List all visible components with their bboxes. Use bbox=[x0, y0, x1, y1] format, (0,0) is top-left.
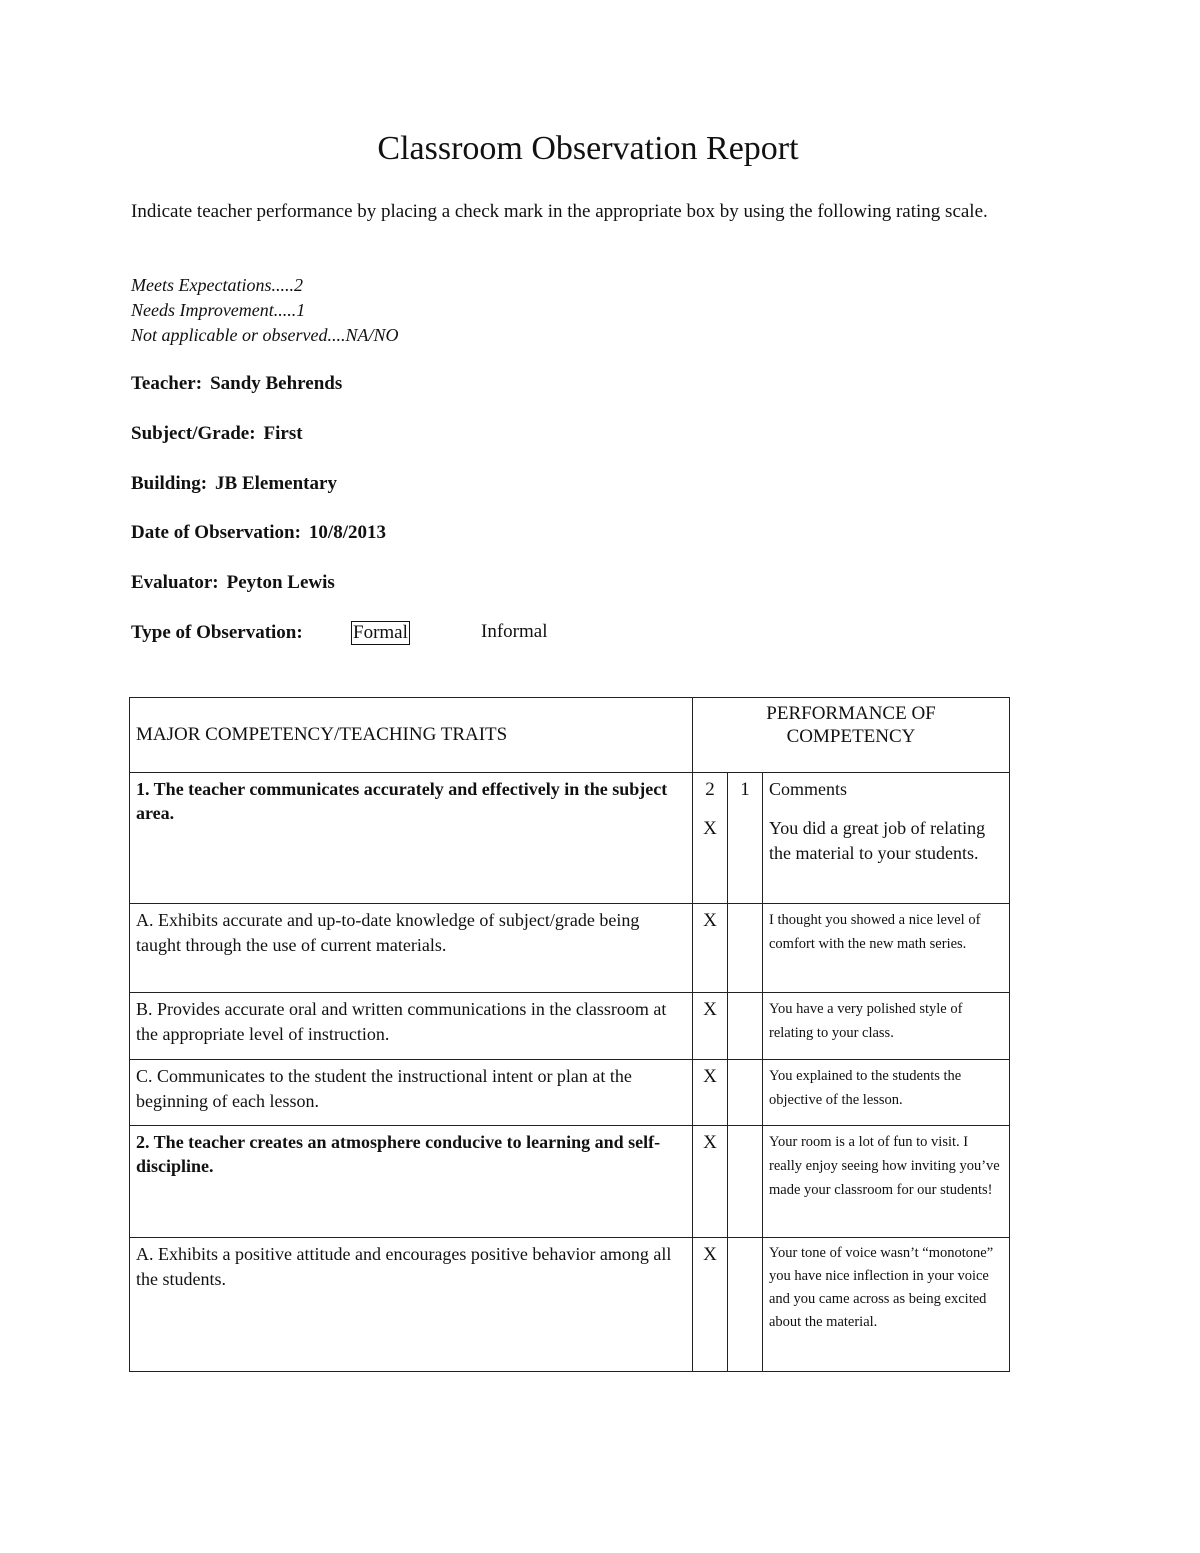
trait-cell: A. Exhibits accurate and up-to-date knowledge of subject/grade being taught through the use of current materials. bbox=[130, 904, 693, 993]
comments-column-label: Comments bbox=[769, 779, 848, 799]
observation-date-label: Date of Observation: bbox=[131, 522, 301, 543]
table-row bbox=[130, 1126, 1010, 1238]
rating-1-cell bbox=[728, 773, 763, 904]
rating-2-cell: X bbox=[693, 1126, 728, 1238]
building-label: Building: bbox=[131, 473, 208, 494]
rating-1-cell bbox=[728, 1060, 763, 1126]
comment-cell: Your tone of voice wasn’t “monotone” you have nice inflection in your voice and you came across as being excited about the material. bbox=[763, 1238, 1010, 1372]
observation-type-informal: Informal bbox=[481, 621, 548, 642]
competency-table bbox=[129, 697, 1010, 1372]
subject-grade-value: First bbox=[263, 423, 303, 444]
table-header-row bbox=[130, 698, 1010, 773]
rating-1-cell bbox=[728, 1126, 763, 1238]
rating-2-column-label: 2 bbox=[705, 779, 715, 800]
rating-1-column-label: 1 bbox=[740, 779, 750, 800]
table-row bbox=[130, 773, 1010, 904]
teacher-field bbox=[131, 373, 342, 395]
observation-type-formal-selected: Formal bbox=[353, 622, 408, 643]
rating-1-cell bbox=[728, 1238, 763, 1372]
observation-type-field bbox=[131, 621, 548, 644]
rating-1-cell bbox=[728, 993, 763, 1060]
rating-1-cell bbox=[728, 904, 763, 993]
comment-cell: You have a very polished style of relating to your class. bbox=[763, 993, 1010, 1060]
observation-date-value: 10/8/2013 bbox=[308, 522, 386, 543]
trait-cell: 2. The teacher creates an atmosphere conducive to learning and self-discipline. bbox=[130, 1126, 693, 1238]
evaluator-field bbox=[131, 572, 335, 594]
subject-grade-label: Subject/Grade: bbox=[131, 423, 256, 444]
table-row bbox=[130, 1060, 1010, 1126]
evaluator-value: Peyton Lewis bbox=[226, 572, 335, 593]
report-title: Classroom Observation Report bbox=[377, 130, 799, 167]
rating-2-cell: X bbox=[693, 1238, 728, 1372]
rating-2-cell: X bbox=[693, 1060, 728, 1126]
observation-date-field bbox=[131, 522, 386, 544]
scale-needs-improvement: Needs Improvement.....1 bbox=[131, 300, 306, 320]
observation-type-label: Type of Observation: bbox=[131, 622, 303, 643]
trait-cell: 1. The teacher communicates accurately and effectively in the subject area. bbox=[130, 773, 693, 904]
scale-meets-expectations: Meets Expectations.....2 bbox=[131, 275, 303, 295]
building-field bbox=[131, 473, 337, 495]
comment-cell: I thought you showed a nice level of comfort with the new math series. bbox=[763, 904, 1010, 993]
rating-2-cell: X bbox=[693, 993, 728, 1060]
evaluator-label: Evaluator: bbox=[131, 572, 219, 593]
trait-cell: B. Provides accurate oral and written communications in the classroom at the appropriate level of instruction. bbox=[130, 993, 693, 1060]
teacher-value: Sandy Behrends bbox=[210, 373, 343, 394]
scale-not-applicable: Not applicable or observed....NA/NO bbox=[131, 325, 399, 345]
header-major-competency: MAJOR COMPETENCY/TEACHING TRAITS bbox=[130, 698, 693, 773]
comment-cell bbox=[763, 773, 1010, 904]
subject-grade-field bbox=[131, 423, 303, 445]
instructions-text: Indicate teacher performance by placing a check mark in the appropriate box by using the following rating scale. bbox=[131, 201, 988, 222]
rating-mark: X bbox=[703, 818, 717, 839]
table-row bbox=[130, 904, 1010, 993]
comment-cell: Your room is a lot of fun to visit. I really enjoy seeing how inviting you’ve made your classroom for our students! bbox=[763, 1126, 1010, 1238]
rating-2-cell: X bbox=[693, 904, 728, 993]
header-performance-line1: PERFORMANCE OF bbox=[766, 703, 936, 724]
comment-cell: You explained to the students the objective of the lesson. bbox=[763, 1060, 1010, 1126]
teacher-label: Teacher: bbox=[131, 373, 203, 394]
rating-scale bbox=[131, 273, 398, 348]
table-row bbox=[130, 1238, 1010, 1372]
header-performance-line2: COMPETENCY bbox=[786, 726, 916, 747]
building-value: JB Elementary bbox=[215, 473, 337, 494]
trait-cell: C. Communicates to the student the instructional intent or plan at the beginning of each lesson. bbox=[130, 1060, 693, 1126]
table-row bbox=[130, 993, 1010, 1060]
rating-2-cell bbox=[693, 773, 728, 904]
comment-text: You did a great job of relating the material to your students. bbox=[769, 818, 986, 863]
header-performance-of-competency bbox=[693, 698, 1010, 773]
trait-cell: A. Exhibits a positive attitude and encourages positive behavior among all the students. bbox=[130, 1238, 693, 1372]
